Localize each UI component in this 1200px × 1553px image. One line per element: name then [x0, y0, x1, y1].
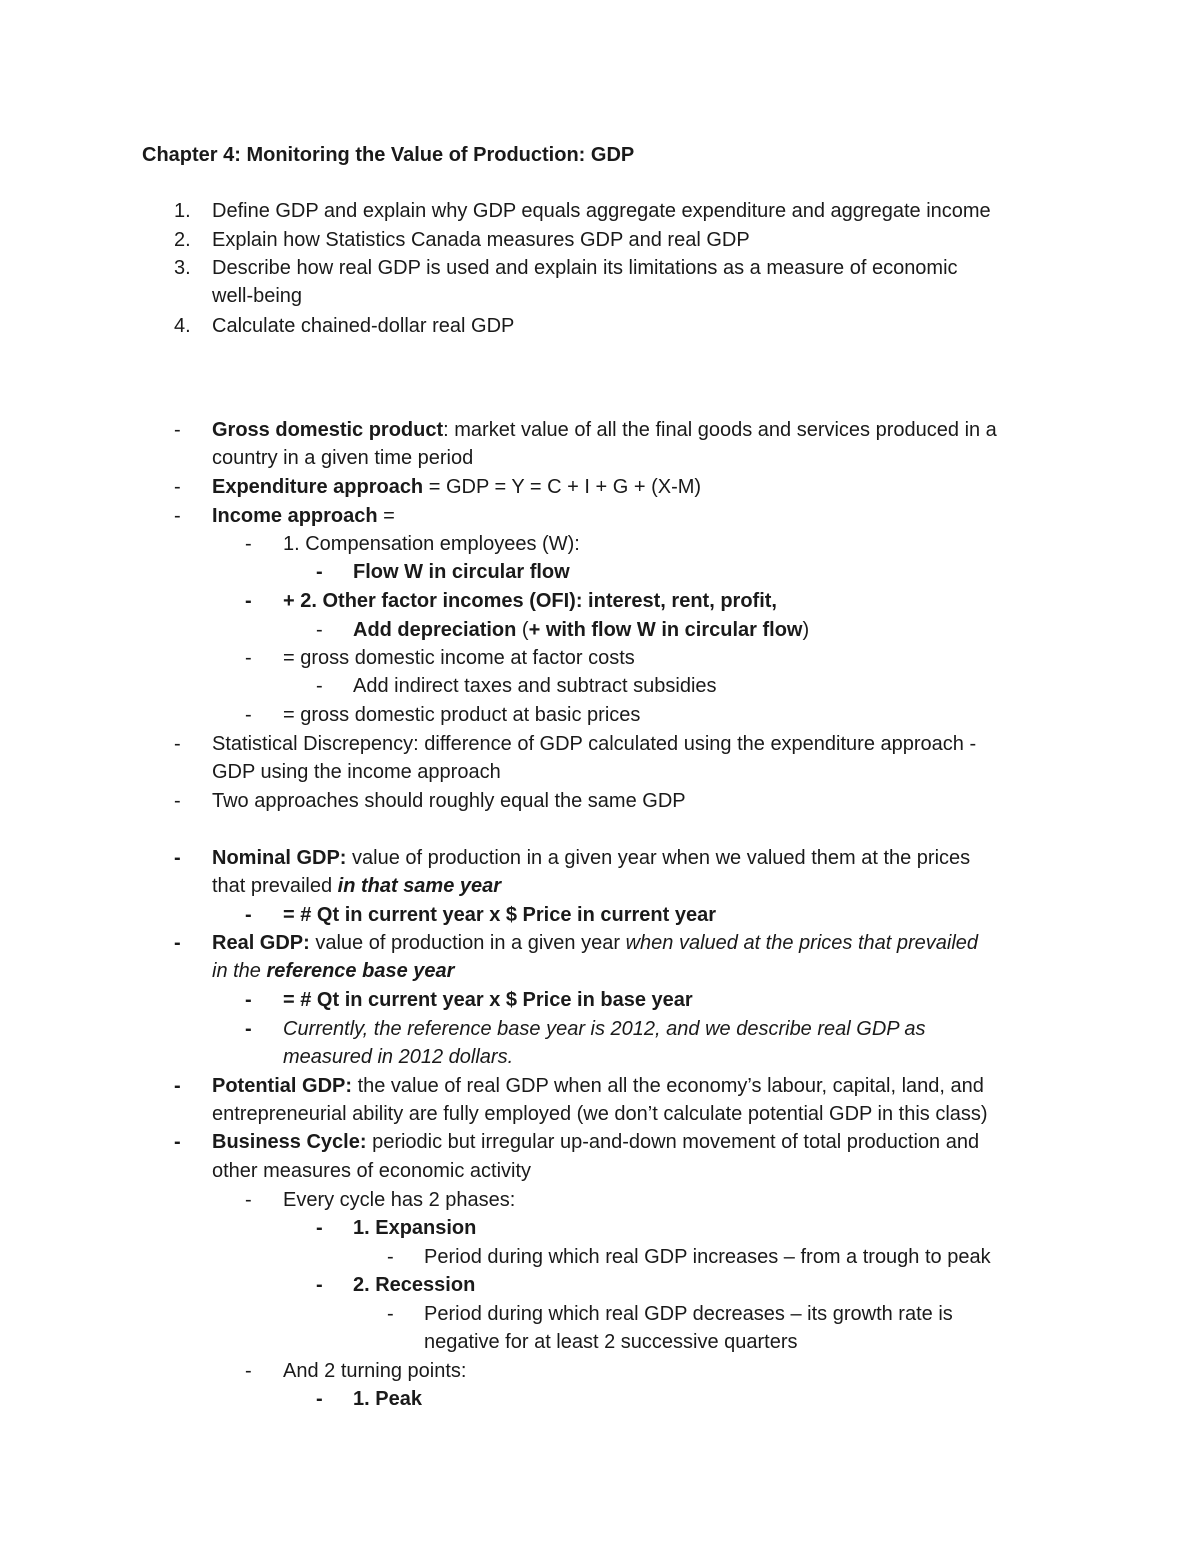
- term: Add depreciation: [353, 619, 517, 641]
- income-approach: [212, 502, 395, 530]
- flow-w-circular: Flow W in circular flow: [353, 561, 570, 583]
- bullet-dash: -: [245, 1360, 252, 1382]
- business-cycle: [212, 1128, 979, 1156]
- objective-text: Define GDP and explain why GDP equals aggregate expenditure and aggregate income: [212, 200, 991, 222]
- bullet-dash: -: [245, 904, 252, 926]
- bullet-dash: -: [174, 932, 181, 954]
- bullet-dash: -: [174, 419, 181, 441]
- objective-number: 2.: [174, 229, 191, 251]
- potential-gdp-continued: entrepreneurial ability are fully employed (we don’t calculate potential GDP in this class): [212, 1103, 988, 1125]
- add-depreciation: [353, 616, 809, 644]
- bullet-dash: -: [316, 1217, 323, 1239]
- indirect-taxes: Add indirect taxes and subtract subsidies: [353, 675, 717, 697]
- bullet-dash: -: [245, 1018, 252, 1040]
- business-cycle-continued: other measures of economic activity: [212, 1160, 532, 1182]
- statistical-discrepancy: Statistical Discrepency: difference of GDP calculated using the expenditure approach -: [212, 733, 977, 755]
- bullet-dash: -: [174, 733, 181, 755]
- bullet-dash: -: [245, 1189, 252, 1211]
- objective-text: well-being: [212, 285, 303, 307]
- potential-gdp: [212, 1072, 984, 1100]
- emphasis-text: in that same year: [337, 875, 502, 897]
- term: Potential GDP:: [212, 1075, 353, 1097]
- objective-text: Calculate chained-dollar real GDP: [212, 315, 515, 337]
- bullet-dash: -: [387, 1303, 394, 1325]
- real-gdp-formula: = # Qt in current year x $ Price in base year: [283, 989, 693, 1011]
- bullet-dash: -: [174, 847, 181, 869]
- objective-text: Explain how Statistics Canada measures GDP and real GDP: [212, 229, 750, 251]
- bullet-dash: -: [316, 1388, 323, 1410]
- base-year-note-continued: measured in 2012 dollars.: [283, 1046, 514, 1068]
- recession-definition: Period during which real GDP decreases – its growth rate is: [424, 1303, 953, 1325]
- italic-text: when valued at the prices that prevailed: [625, 932, 979, 954]
- definition-text: the value of real GDP when all the economy’s labour, capital, land, and: [352, 1075, 984, 1097]
- definition-text: : market value of all the final goods and services produced in a: [443, 419, 997, 441]
- turning-point-peak: 1. Peak: [353, 1388, 422, 1410]
- definition-text: periodic but irregular up-and-down movement of total production and: [366, 1131, 980, 1153]
- definition-text: = GDP = Y = C + I + G + (X-M): [423, 476, 702, 498]
- gdp-definition-continued: country in a given time period: [212, 447, 474, 469]
- objective-number: 3.: [174, 257, 191, 279]
- bullet-dash: -: [316, 561, 323, 583]
- italic-text: in the: [212, 960, 267, 982]
- recession-definition-continued: negative for at least 2 successive quarters: [424, 1331, 798, 1353]
- two-approaches: Two approaches should roughly equal the same GDP: [212, 790, 686, 812]
- gdi-factor-costs: = gross domestic income at factor costs: [283, 647, 635, 669]
- paren: (: [516, 619, 529, 641]
- term: Income approach: [212, 505, 378, 527]
- cycle-phases: Every cycle has 2 phases:: [283, 1189, 516, 1211]
- paren: ): [802, 619, 810, 641]
- nominal-gdp-continued: [212, 872, 501, 900]
- real-gdp-continued: [212, 957, 454, 985]
- gdp-basic-prices: = gross domestic product at basic prices: [283, 704, 641, 726]
- bullet-dash: -: [174, 505, 181, 527]
- bullet-dash: -: [174, 476, 181, 498]
- definition-text: =: [377, 505, 395, 527]
- nominal-gdp-formula: = # Qt in current year x $ Price in current year: [283, 904, 716, 926]
- term: Real GDP:: [212, 932, 310, 954]
- objective-text: Describe how real GDP is used and explain its limitations as a measure of economic: [212, 257, 958, 279]
- term: Expenditure approach: [212, 476, 424, 498]
- bullet-dash: -: [245, 590, 252, 612]
- bold-text: + with flow W in circular flow: [528, 619, 803, 641]
- phase-expansion: 1. Expansion: [353, 1217, 477, 1239]
- bullet-dash: -: [245, 989, 252, 1011]
- definition-text: value of production in a given year when we valued them at the prices: [346, 847, 971, 869]
- turning-points: And 2 turning points:: [283, 1360, 467, 1382]
- objective-number: 4.: [174, 315, 191, 337]
- term: Nominal GDP:: [212, 847, 347, 869]
- definition-text: value of production in a given year: [309, 932, 626, 954]
- nominal-gdp: [212, 844, 970, 872]
- term: Gross domestic product: [212, 419, 444, 441]
- base-year-note: Currently, the reference base year is 2012, and we describe real GDP as: [283, 1018, 926, 1040]
- emphasis-text: reference base year: [266, 960, 455, 982]
- other-factor-incomes: + 2. Other factor incomes (OFI): interest, rent, profit,: [283, 590, 777, 612]
- bullet-dash: -: [387, 1246, 394, 1268]
- bullet-dash: -: [316, 619, 323, 641]
- bullet-dash: -: [174, 790, 181, 812]
- bullet-dash: -: [174, 1075, 181, 1097]
- bullet-dash: -: [245, 704, 252, 726]
- compensation-employees: 1. Compensation employees (W):: [283, 533, 580, 555]
- expenditure-approach: [212, 473, 701, 501]
- bullet-dash: -: [316, 1274, 323, 1296]
- definition-text: that prevailed: [212, 875, 338, 897]
- expansion-definition: Period during which real GDP increases – from a trough to peak: [424, 1246, 991, 1268]
- bullet-dash: -: [174, 1131, 181, 1153]
- term: Business Cycle:: [212, 1131, 367, 1153]
- chapter-title: Chapter 4: Monitoring the Value of Production: GDP: [142, 144, 635, 166]
- bullet-dash: -: [316, 675, 323, 697]
- gdp-definition: [212, 416, 997, 444]
- phase-recession: 2. Recession: [353, 1274, 476, 1296]
- objective-number: 1.: [174, 200, 191, 222]
- bullet-dash: -: [245, 647, 252, 669]
- real-gdp: [212, 929, 978, 957]
- statistical-discrepancy-continued: GDP using the income approach: [212, 761, 501, 783]
- bullet-dash: -: [245, 533, 252, 555]
